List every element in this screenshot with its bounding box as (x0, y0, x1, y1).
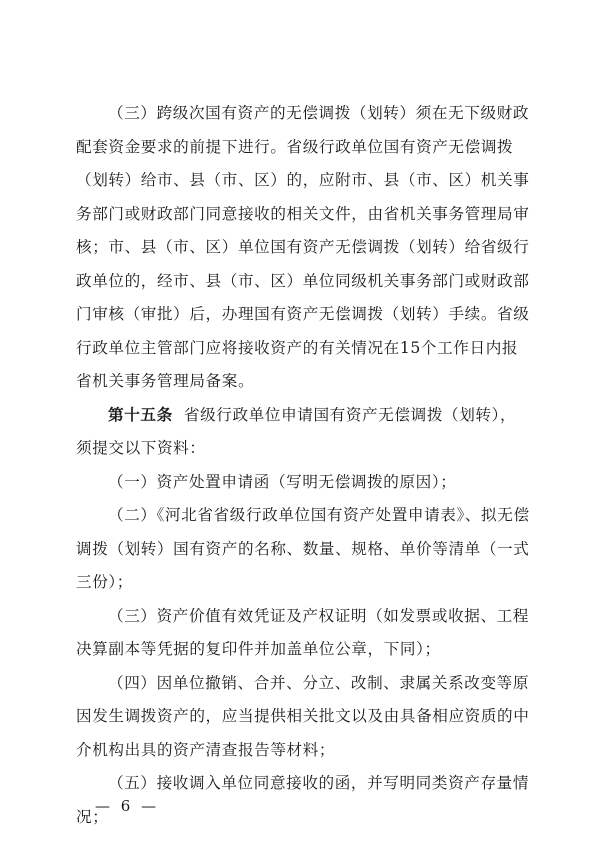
paragraph-line: 核；市、县（市、区）单位国有资产无偿调拨（划转）给省级行 (76, 238, 530, 256)
paragraph-line: 务部门或财政部门同意接收的相关文件，由省机关事务管理局审 (76, 204, 530, 223)
paragraph-line: 门审核（审批）后，办理国有资产无偿调拨（划转）手续。省级 (76, 305, 530, 323)
list-item-continuation: 因发生调拨资产的，应当提供相关批文以及由具备相应资质的中 (76, 707, 530, 725)
list-item: （三）资产价值有效凭证及产权证明（如发票或收据、工程 (108, 606, 530, 625)
list-item: （一）资产处置申请函（写明无偿调拨的原因）； (108, 472, 457, 491)
paragraph-line: 政单位的，经市、县（市、区）单位同级机关事务部门或财政部 (76, 271, 530, 290)
list-item: （二）《河北省省级行政单位国有资产处置申请表》、拟无偿 (108, 506, 530, 524)
list-item-continuation: 调拨（划转）国有资产的名称、数量、规格、单价等清单（一式 (76, 539, 530, 558)
list-item-continuation: 介机构出具的资产清查报告等材料； (76, 740, 336, 759)
paragraph-line: 配套资金要求的前提下进行。省级行政单位国有资产无偿调拨 (76, 137, 514, 156)
article-heading: 第十五条 (108, 404, 173, 424)
list-item-continuation: 况； (76, 807, 109, 826)
paragraph-line: （三）跨级次国有资产的无偿调拨（划转）须在无下级财政 (108, 104, 530, 122)
list-item-continuation: 三份）； (76, 573, 133, 591)
article-text: 省级行政单位申请国有资产无偿调拨（划转）， (183, 405, 517, 424)
paragraph-line: 省机关事务管理局备案。 (76, 372, 255, 390)
page-number: — 6 — (95, 797, 160, 815)
paragraph-line: （划转）给市、县（市、区）的，应附市、县（市、区）机关事 (76, 171, 530, 189)
list-item-continuation: 决算副本等凭据的复印件并加盖单位公章，下同）； (76, 640, 441, 658)
list-item: （四）因单位撤销、合并、分立、改制、隶属关系改变等原 (108, 673, 530, 692)
article-15-line (108, 405, 546, 425)
list-item: （五）接收调入单位同意接收的函，并写明同类资产存量情 (108, 774, 530, 792)
paragraph-line: 须提交以下资料： (76, 439, 206, 457)
paragraph-line: 行政单位主管部门应将接收资产的有关情况在15个工作日内报 (76, 338, 519, 357)
